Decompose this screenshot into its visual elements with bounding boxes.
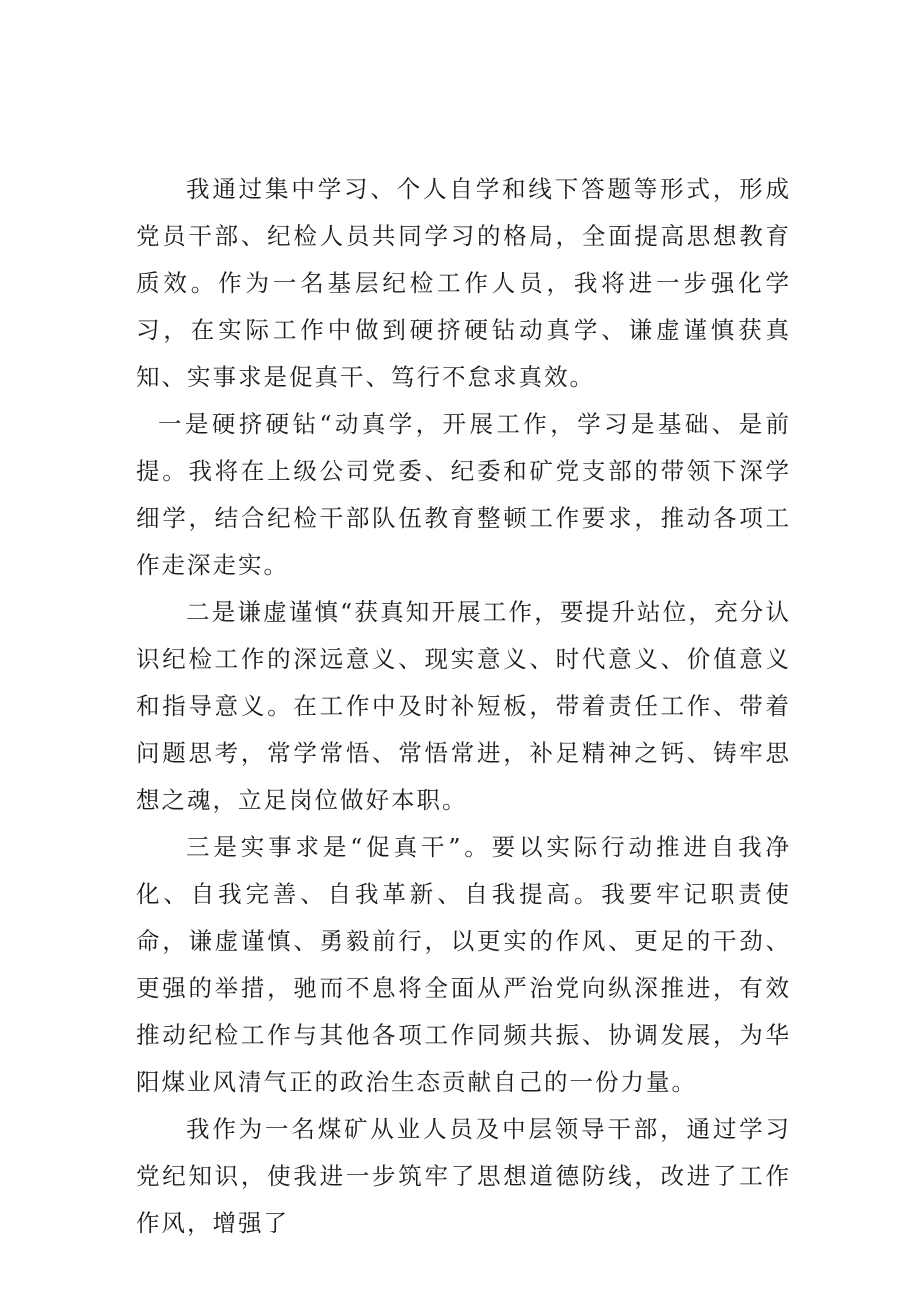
paragraph-point-three: 三是实事求是“促真干”。要以实际行动推进自我净化、自我完善、自我革新、自我提高。我要牢记职责使命，谦虚谨慎、勇毅前行，以更实的作风、更足的干劲、更强的举措，驰而不息将全面从严治党向纵深推进，有效推动纪检工作与其他各项工作同频共振、协调发展，为华阳煤业风清气正的政治生态贡献自己的一份力量。 xyxy=(136,833,791,1096)
paragraph-closing: 我作为一名煤矿从业人员及中层领导干部，通过学习党纪知识，使我进一步筑牢了思想道德防线，改进了工作作风，增强了 xyxy=(136,1115,791,1237)
paragraph-intro: 我通过集中学习、个人自学和线下答题等形式，形成党员干部、纪检人员共同学习的格局，全面提高思想教育质效。作为一名基层纪检工作人员，我将进一步强化学习，在实际工作中做到硬挤硬钻动真学、谦虚谨慎获真知、实事求是促真干、笃行不怠求真效。 xyxy=(136,175,791,391)
document-body xyxy=(136,166,791,1247)
paragraph-point-two: 二是谦虚谨慎“获真知开展工作，要提升站位，充分认识纪检工作的深远意义、现实意义、时代意义、价值意义和指导意义。在工作中及时补短板，带着责任工作、带着问题思考，常学常悟、常悟常进，补足精神之钙、铸牢思想之魂，立足岗位做好本职。 xyxy=(136,598,791,814)
paragraph-point-one: 一是硬挤硬钻“动真学，开展工作，学习是基础、是前提。我将在上级公司党委、纪委和矿党支部的带领下深学细学，结合纪检干部队伍教育整顿工作要求，推动各项工作走深走实。 xyxy=(136,410,791,579)
